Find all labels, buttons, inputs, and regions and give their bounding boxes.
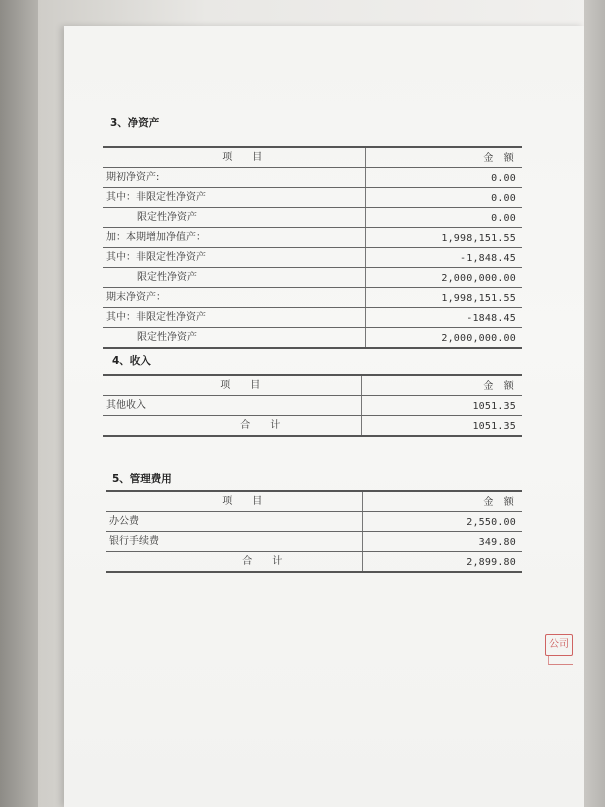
total-label: 合 计	[106, 552, 362, 573]
table-row	[103, 268, 522, 288]
row-label: 办公费	[106, 512, 362, 532]
row-label: 期初净资产:	[103, 168, 365, 188]
table-row	[103, 208, 522, 228]
row-label: 其他收入	[103, 396, 361, 416]
row-value: 2,000,000.00	[365, 268, 522, 288]
row-value: 1051.35	[361, 396, 522, 416]
row-label: 限定性净资产	[103, 208, 365, 228]
company-seal: 公司	[545, 634, 573, 656]
header-item: 项 目	[103, 147, 365, 168]
row-label: 限定性净资产	[103, 328, 365, 349]
row-value: -1848.45	[365, 308, 522, 328]
table-row	[103, 308, 522, 328]
total-row	[103, 416, 522, 437]
seal-mark	[548, 656, 573, 665]
row-label: 其中：非限定性净资产	[103, 248, 365, 268]
table-row	[103, 168, 522, 188]
row-value: 1,998,151.55	[365, 288, 522, 308]
header-item: 项 目	[106, 491, 362, 512]
row-label: 加：本期增加净值产：	[103, 228, 365, 248]
row-value: 0.00	[365, 208, 522, 228]
row-label: 限定性净资产	[103, 268, 365, 288]
header-amount: 金 额	[365, 147, 522, 168]
table-row	[106, 532, 522, 552]
total-row	[106, 552, 522, 573]
admin-expense-table	[106, 490, 522, 573]
header-amount: 金 额	[362, 491, 522, 512]
section4-heading: 4、收入	[112, 355, 151, 367]
header-item: 项 目	[103, 375, 361, 396]
table-row	[103, 396, 522, 416]
table-row	[103, 228, 522, 248]
table-header-row	[103, 375, 522, 396]
row-value: 1,998,151.55	[365, 228, 522, 248]
row-label: 其中：非限定性净资产	[103, 308, 365, 328]
table-row	[103, 248, 522, 268]
table-header-row	[106, 491, 522, 512]
total-value: 2,899.80	[362, 552, 522, 573]
row-value: 2,550.00	[362, 512, 522, 532]
table-header-row	[103, 147, 522, 168]
header-amount: 金 额	[361, 375, 522, 396]
total-value: 1051.35	[361, 416, 522, 437]
row-value: 0.00	[365, 168, 522, 188]
table-row	[103, 288, 522, 308]
row-label: 期末净资产：	[103, 288, 365, 308]
row-value: 2,000,000.00	[365, 328, 522, 349]
row-value: 349.80	[362, 532, 522, 552]
net-assets-table	[103, 146, 522, 349]
total-label: 合 计	[103, 416, 361, 437]
table-row	[103, 188, 522, 208]
row-value: -1,848.45	[365, 248, 522, 268]
table-row	[106, 512, 522, 532]
row-label: 银行手续费	[106, 532, 362, 552]
section3-heading: 3、净资产	[110, 117, 160, 129]
income-table	[103, 374, 522, 437]
section5-heading: 5、管理费用	[112, 473, 172, 485]
row-label: 其中：非限定性净资产	[103, 188, 365, 208]
table-row	[103, 328, 522, 349]
row-value: 0.00	[365, 188, 522, 208]
